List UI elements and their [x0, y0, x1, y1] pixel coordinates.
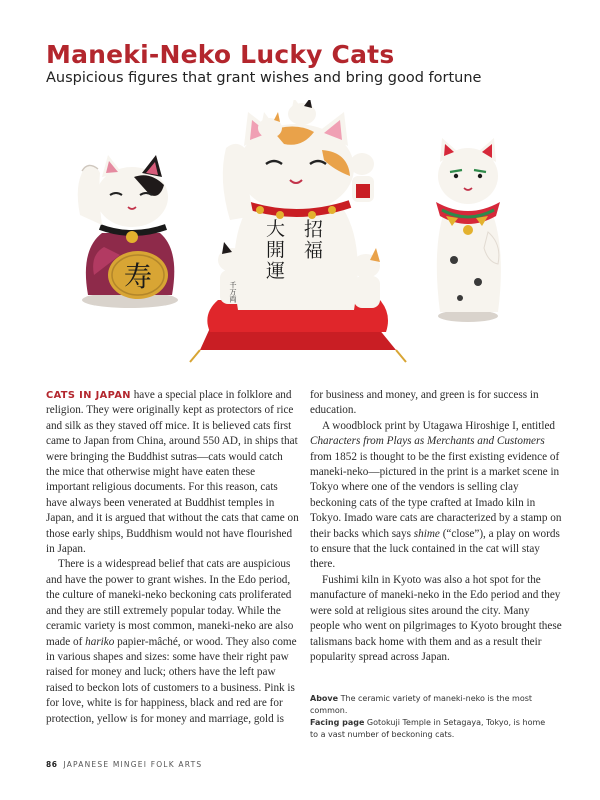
lead-in: CATS IN JAPAN — [46, 390, 131, 401]
page-subtitle: Auspicious figures that grant wishes and bring good fortune — [46, 70, 482, 86]
caption-above: Above The ceramic variety of maneki-neko is the most common. — [310, 694, 533, 715]
center-cat-kanji-left: 大開運 — [263, 218, 285, 282]
page-number: 86 — [46, 760, 58, 769]
caption-facing-page: Facing page Gotokuji Temple in Setagaya, Tokyo, is home to a vast number of beckoning cats. — [310, 718, 546, 739]
paragraph: CATS IN JAPAN have a special place in folklore and religion. They were originally kept as protectors of rice and silk as they staved off mice. It is believed cats first came to Japan from China, around 550 AD, in ships that were bringing the Buddhist sutras—cats would catch the mice that otherwise might have eaten these important religious documents. For this reason, cats have always been venerated at Buddhist temples in Japan, and it is argued that without the cats that came on those early ships, Buddhism would not have flourished in Japan. — [46, 389, 299, 556]
page-title: Maneki-Neko Lucky Cats — [46, 40, 395, 69]
center-cat-figure — [190, 100, 406, 362]
body-column-left — [46, 388, 299, 727]
maneki-neko-photo — [60, 100, 520, 370]
page-footer — [46, 760, 202, 769]
paragraph: for business and money, and green is for success in education. — [310, 389, 539, 417]
coin-kanji: 寿 — [123, 260, 153, 293]
right-cat-figure — [436, 138, 501, 322]
center-cat-kanji-right: 招福 — [301, 219, 323, 261]
paragraph: Fushimi kiln in Kyoto was also a hot spot for the manufacture of maneki-neko in the Edo period and they were sold at religious sites around the city. Many people who went on pilgrimages to Kyoto brought these talismans back home with them and as a result their popularity spread across Japan. — [310, 573, 562, 663]
paragraph: A woodblock print by Utagawa Hiroshige I, entitled Characters from Plays as Merchants and Customers from 1852 is thought to be the first existing evidence of maneki-neko—pictured in the print is a market scene in Tokyo where one of the vendors is selling clay beckoning cats of the type crafted at Imado kiln in Tokyo. Imado ware cats are characterized by a stamp on their backs which says shime (“close”), a play on words to ensure that the luck contained in the cat will stay there. — [310, 419, 562, 571]
small-cat-kanji: 千万両 — [229, 281, 237, 303]
body-column-right — [310, 388, 562, 665]
paragraph: There is a widespread belief that cats are auspicious and have the power to grant wishes. In the Edo period, the culture of maneki-neko beckoning cats proliferated and they are still extremely popular today. While the ceramic variety is most common, maneki-neko are also made of hariko papier-mâché, or wood. They also come in various shapes and sizes: some have their right paw raised for money and luck; others have the left paw raised to beckon lots of customers to a business. Pink is for love, white is for happiness, black and red are for protection, yellow is for money and marriage, gold is — [46, 558, 297, 725]
left-cat-figure — [78, 155, 178, 308]
running-title: JAPANESE MINGEI FOLK ARTS — [63, 760, 203, 769]
